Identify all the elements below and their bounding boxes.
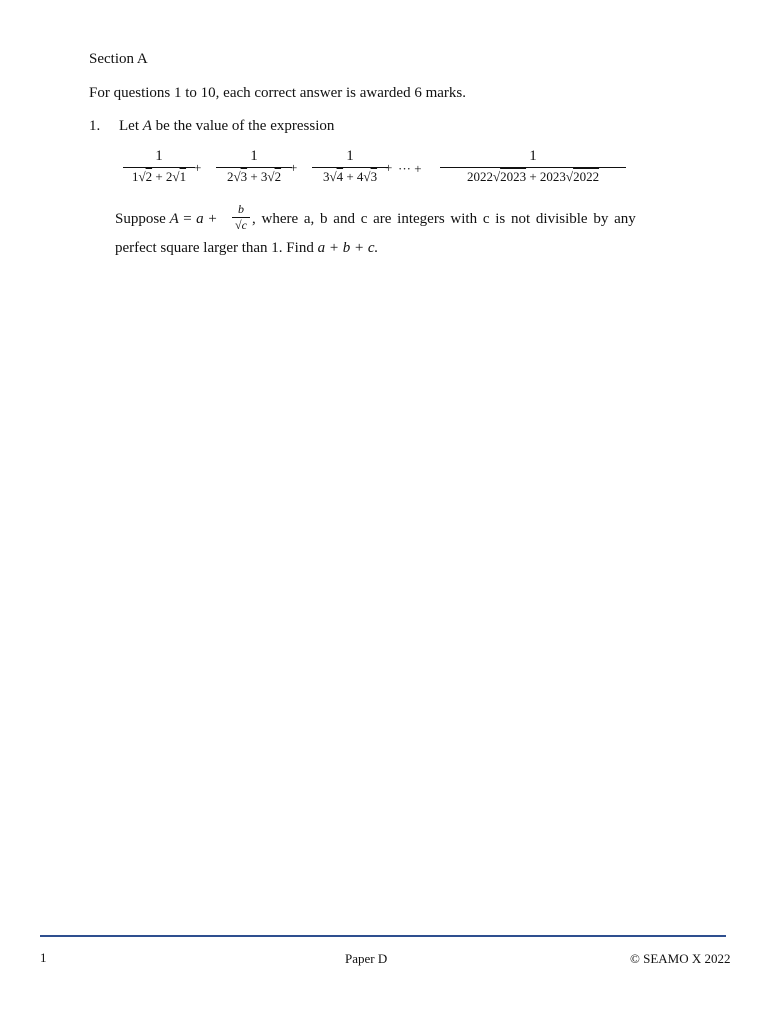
plus-sign: + — [290, 160, 298, 175]
ellipsis: ··· + — [398, 161, 422, 176]
plus-sign: + — [385, 160, 393, 175]
fraction-denominator: 3√4 + 4√3 — [322, 169, 378, 184]
intro-text: Let — [119, 118, 139, 134]
fraction-denominator: 1√2 + 2√1 — [131, 169, 187, 184]
fraction-denominator: 2√3 + 3√2 — [226, 169, 282, 184]
footer-paper: Paper D — [345, 951, 388, 966]
footer-divider — [40, 935, 726, 937]
fraction-numerator: 1 — [529, 148, 537, 164]
fraction-2 — [216, 148, 292, 190]
instructions: For questions 1 to 10, each correct answer is awarded 6 marks. — [89, 85, 466, 101]
question-intro — [119, 118, 334, 135]
fraction-numerator: 1 — [346, 148, 354, 164]
suppose-line — [115, 211, 217, 228]
equation-fraction-denominator: √c — [235, 218, 247, 232]
fraction-1 — [123, 148, 195, 190]
line2-expr: a + b + c. — [317, 240, 379, 256]
fraction-4 — [440, 148, 626, 190]
plus-sign: + — [194, 160, 202, 175]
suppose-text: Suppose — [115, 211, 166, 227]
suppose-rest: , where a, b and c are integers with c is not divisible by any — [252, 211, 636, 227]
fraction-3 — [312, 148, 388, 190]
section-title: Section A — [89, 51, 148, 67]
fraction-denominator: 2022√2023 + 2023√2022 — [466, 169, 600, 184]
footer-copyright: © SEAMO X 2022 — [630, 951, 731, 966]
intro-rest: be the value of the expression — [155, 118, 335, 134]
fraction-numerator: 1 — [250, 148, 258, 164]
equation-left: A = a + — [169, 211, 218, 227]
footer-page-number: 1 — [40, 950, 47, 965]
question-line-2 — [115, 240, 378, 257]
intro-var: A — [142, 118, 152, 134]
equation-fraction — [232, 202, 250, 240]
question-number: 1. — [89, 118, 101, 134]
line2-text: perfect square larger than 1. Find — [115, 240, 314, 256]
fraction-numerator: 1 — [155, 148, 163, 164]
equation-fraction-numerator: b — [238, 202, 244, 216]
